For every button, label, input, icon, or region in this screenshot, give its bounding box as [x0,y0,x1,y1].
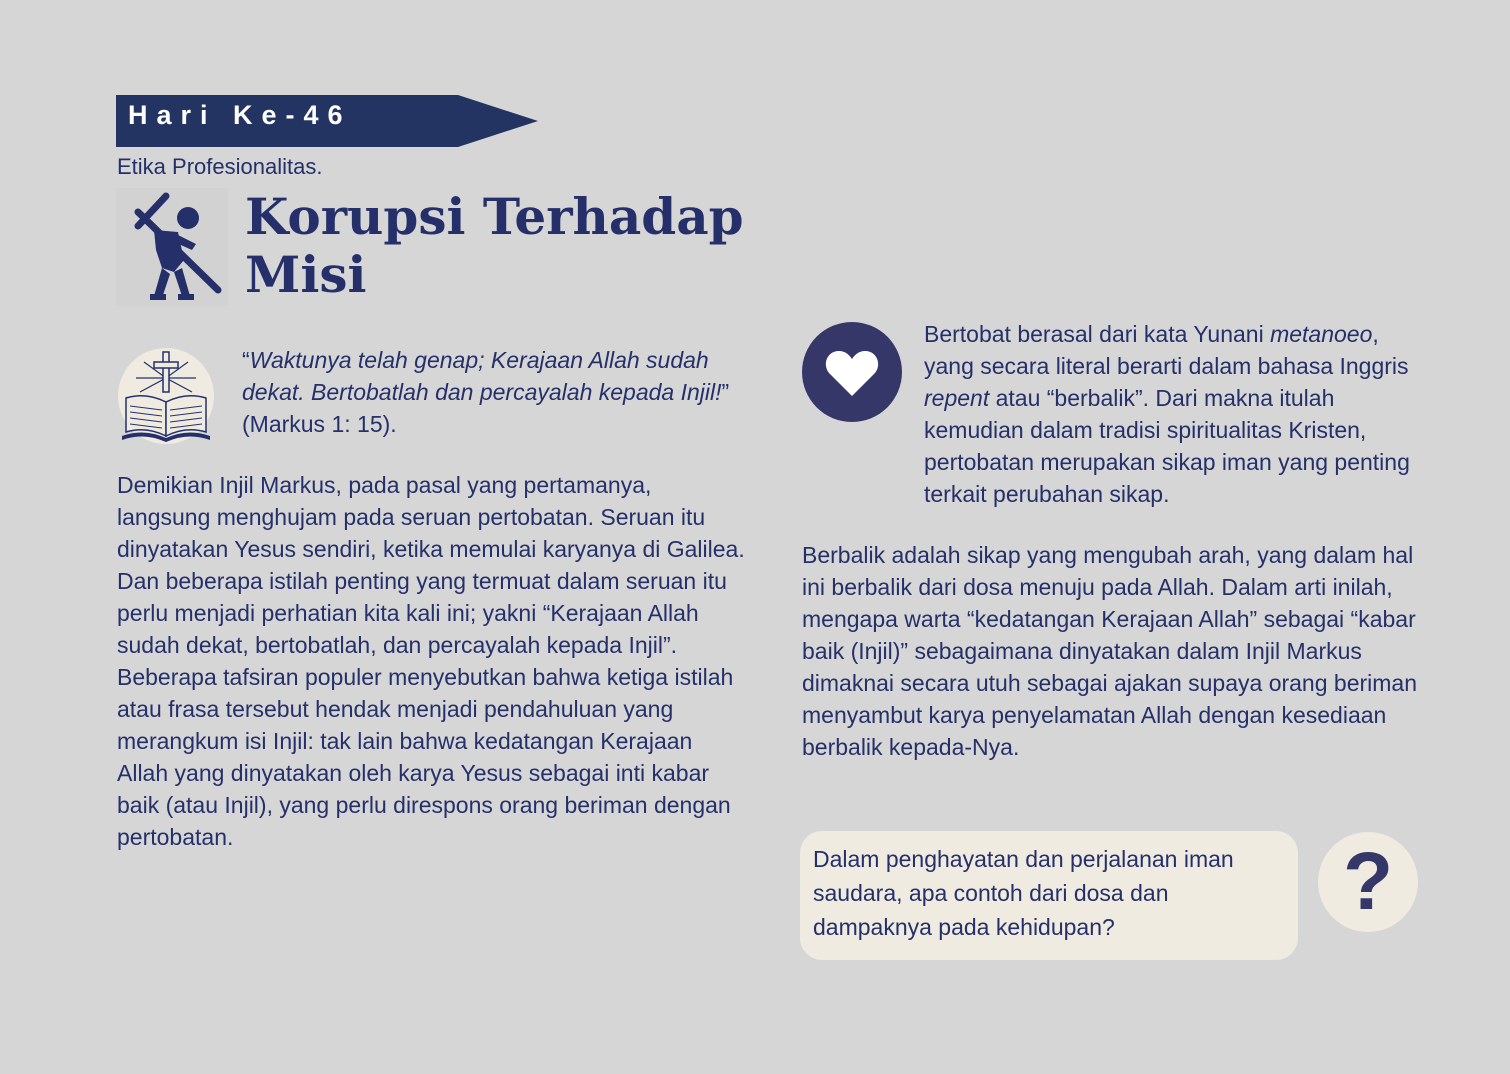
person-carrying-cross-icon [116,188,228,306]
question-mark-icon: ? [1342,836,1394,927]
day-banner [116,95,538,147]
heart-icon-circle [802,322,902,422]
reflection-question-box [800,831,1298,960]
reflection-question-text: Dalam penghayatan dan perjalanan iman saudara, apa contoh dari dosa dan dampaknya pada kehidupan? [813,846,1234,940]
term-repent: repent [924,385,990,411]
body-paragraph-right-1 [924,318,1424,510]
category-label: Etika Profesionalitas. [117,154,323,179]
text-segment: , yang secara literal berarti dalam bahasa Inggris [924,321,1409,379]
term-metanoeo: metanoeo [1270,321,1373,347]
text-segment: atau “berbalik”. Dari makna itulah kemudian dalam tradisi spiritualitas Kristen, pertobatan merupakan sikap iman yang penting terkait perubahan sikap. [924,385,1410,507]
day-label: Hari Ke-46 [128,100,352,130]
open-bible-cross-icon [116,348,216,448]
quote-reference: (Markus 1: 15). [242,411,397,437]
text-segment: Bertobat berasal dari kata Yunani [924,321,1271,347]
body-paragraph-right-2: Berbalik adalah sikap yang mengubah arah, yang dalam hal ini berbalik dari dosa menuju pada Allah. Dalam arti inilah, mengapa warta “kedatangan Kerajaan Allah” sebagai “kabar baik (Injil)” sebagaimana dinyatakan dalam Injil Markus dimaknai secara utuh sebagai ajakan supaya orang beriman menyambut karya penyelamatan Allah dengan kesediaan berbalik kepada-Nya. [802,542,1418,760]
scripture-quote [242,344,742,440]
heart-icon [824,348,880,398]
title-line-2: Misi [245,245,367,304]
quote-close-mark: ” [721,379,730,405]
question-mark-icon-circle [1318,832,1418,932]
quote-open-mark: “ [242,347,250,373]
body-paragraph-left: Demikian Injil Markus, pada pasal yang pertamanya, langsung menghujam pada seruan pertobatan. Seruan itu dinyatakan Yesus sendiri, ketika memulai karyanya di Galilea. Dan beberapa istilah penting yang termuat dalam seruan itu perlu menjadi perhatian kita kali ini; yakni “Kerajaan Allah sudah dekat, bertobatlah, dan percayalah kepada Injil”. Beberapa tafsiran populer menyebutkan bahwa ketiga istilah atau frasa tersebut hendak menjadi pendahuluan yang merangkum isi Injil: tak lain bahwa kedatangan Kerajaan Allah yang dinyatakan oleh karya Yesus sebagai inti kabar baik (atau Injil), yang perlu direspons orang beriman dengan pertobatan. [117,472,745,850]
title-line-1: Korupsi Terhadap [245,187,744,246]
page-title [245,188,765,304]
quote-text: Waktunya telah genap; Kerajaan Allah sudah dekat. Bertobatlah dan percayalah kepada Injil! [242,347,722,405]
